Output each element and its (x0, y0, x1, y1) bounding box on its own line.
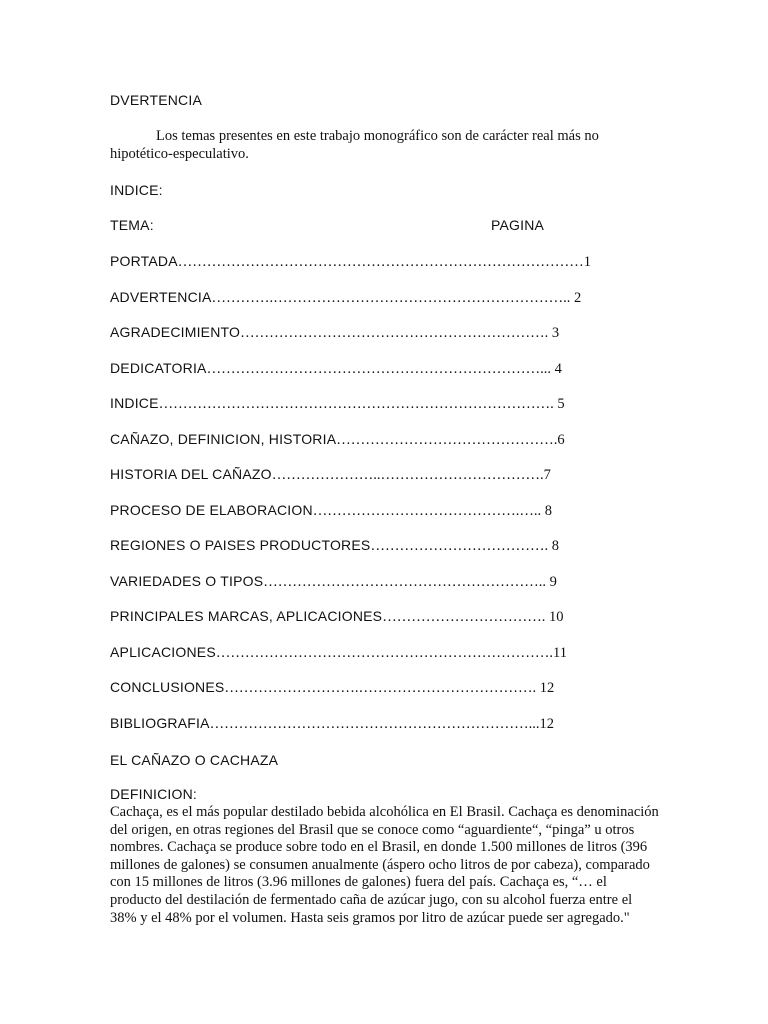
toc-entry (110, 288, 581, 307)
toc-entry-leader: ………………………………………………………. (240, 325, 549, 341)
toc-entry-leader: ……………………………. (382, 609, 546, 625)
toc-entry-title: INDICE (110, 395, 159, 411)
toc-entry (110, 252, 591, 271)
section-title: EL CAÑAZO O CACHAZA (110, 752, 279, 768)
toc-header-topic: TEMA: (110, 217, 154, 233)
toc-entry-leader: …………………………………….….. (312, 502, 542, 519)
toc-entry (110, 714, 554, 733)
toc-entry-title: ADVERTENCIA (110, 288, 212, 305)
toc-entry-title: HISTORIA DEL CAÑAZO (110, 466, 272, 482)
toc-entry-title: REGIONES O PAISES PRODUCTORES (110, 537, 371, 553)
toc-entry (110, 643, 567, 662)
toc-entry-leader: ……………………….………………………………. (224, 680, 537, 696)
definition-paragraph: Cachaça, es el más popular destilado bebida alcohólica en El Brasil. Cachaça es denominación del origen, en otras regiones del Brasil que se conoce como “aguardiente“, “pinga” u otros nombres. Cachaça se produce sobre todo en el Brasil, en donde 1.500 millones de litros (396 millones de galones) se consumen anualmente (áspero ocho litros de por cabeza), comparado con 15 millones de litros (3.96 millones de galones) fuera del país. Cachaça es, “… el producto del destilación de fermentado caña de azúcar jugo, con su alcohol fuerza entre el 38% y el 48% por el volumen. Hasta seis gramos por litro de azúcar puede ser agregado." (110, 804, 659, 926)
toc-entry (110, 323, 559, 342)
toc-entry-title: CAÑAZO, DEFINICION, HISTORIA (110, 430, 337, 447)
toc-entry-page: 5 (553, 396, 565, 412)
toc-entry-page: 3 (548, 325, 560, 341)
toc-entry (110, 501, 552, 520)
toc-entry-title: VARIEDADES O TIPOS (110, 572, 264, 589)
definition-title: DEFINICION: (110, 786, 197, 802)
toc-entry-page: 9 (545, 573, 557, 590)
index-title: INDICE: (110, 182, 163, 198)
toc-entry-leader: …………………..……………………………. (271, 467, 544, 483)
toc-entry-page: 8 (541, 502, 553, 519)
toc-entry-title: AGRADECIMIENTO (110, 324, 241, 340)
toc-entry-page: 6 (557, 431, 565, 448)
toc-entry-page: 12 (536, 680, 555, 696)
toc-entry-page: 11 (553, 644, 567, 661)
toc-entry (110, 536, 559, 555)
toc-entry-page: 4 (550, 360, 562, 377)
toc-entry (110, 572, 557, 591)
toc-entry-title: BIBLIOGRAFIA (110, 714, 210, 731)
toc-entry-leader: ………………………………………………………………………… (177, 254, 584, 270)
toc-entry-title: DEDICATORIA (110, 359, 207, 376)
toc-entry (110, 394, 565, 413)
toc-entry-page: 7 (543, 467, 551, 483)
toc-entry-title: PORTADA (110, 253, 178, 269)
toc-entry (110, 607, 563, 626)
toc-entry-leader: ……………………………………………………………... (206, 360, 551, 377)
toc-entry-title: PRINCIPALES MARCAS, APLICACIONES (110, 608, 383, 624)
toc-entry-title: APLICACIONES (110, 643, 216, 660)
toc-entry-page: 8 (548, 538, 559, 554)
toc-entry (110, 359, 562, 378)
toc-entry-leader: …………………………………………………………... (209, 715, 540, 732)
toc-entry-leader: ……………………………………………………………. (215, 644, 554, 661)
toc-entry-leader: ………….…………………………………………………….. (211, 289, 571, 306)
toc-entry-leader: ………………………………………. (336, 431, 558, 448)
toc-entry (110, 430, 565, 449)
toc-entry-page: 12 (539, 715, 555, 732)
toc-entry-leader: ………………………………. (370, 538, 549, 554)
intro-paragraph: Los temas presentes en este trabajo monográfico son de carácter real más no hipotético-especulativo. (110, 128, 599, 162)
toc-header-page: PAGINA (491, 217, 545, 233)
toc-entry-title: CONCLUSIONES (110, 679, 225, 695)
toc-entry-leader: ………………………………………………………………………. (158, 396, 554, 412)
toc-entry-page: 2 (570, 289, 582, 306)
heading: DVERTENCIA (110, 92, 202, 108)
toc-entry-page: 1 (583, 254, 592, 270)
toc-entry-page: 10 (545, 609, 564, 625)
toc-entry-title: PROCESO DE ELABORACION (110, 501, 313, 518)
toc-entry (110, 465, 551, 484)
toc-entry (110, 678, 554, 697)
toc-entry-leader: ………………………………………………….. (263, 573, 546, 590)
